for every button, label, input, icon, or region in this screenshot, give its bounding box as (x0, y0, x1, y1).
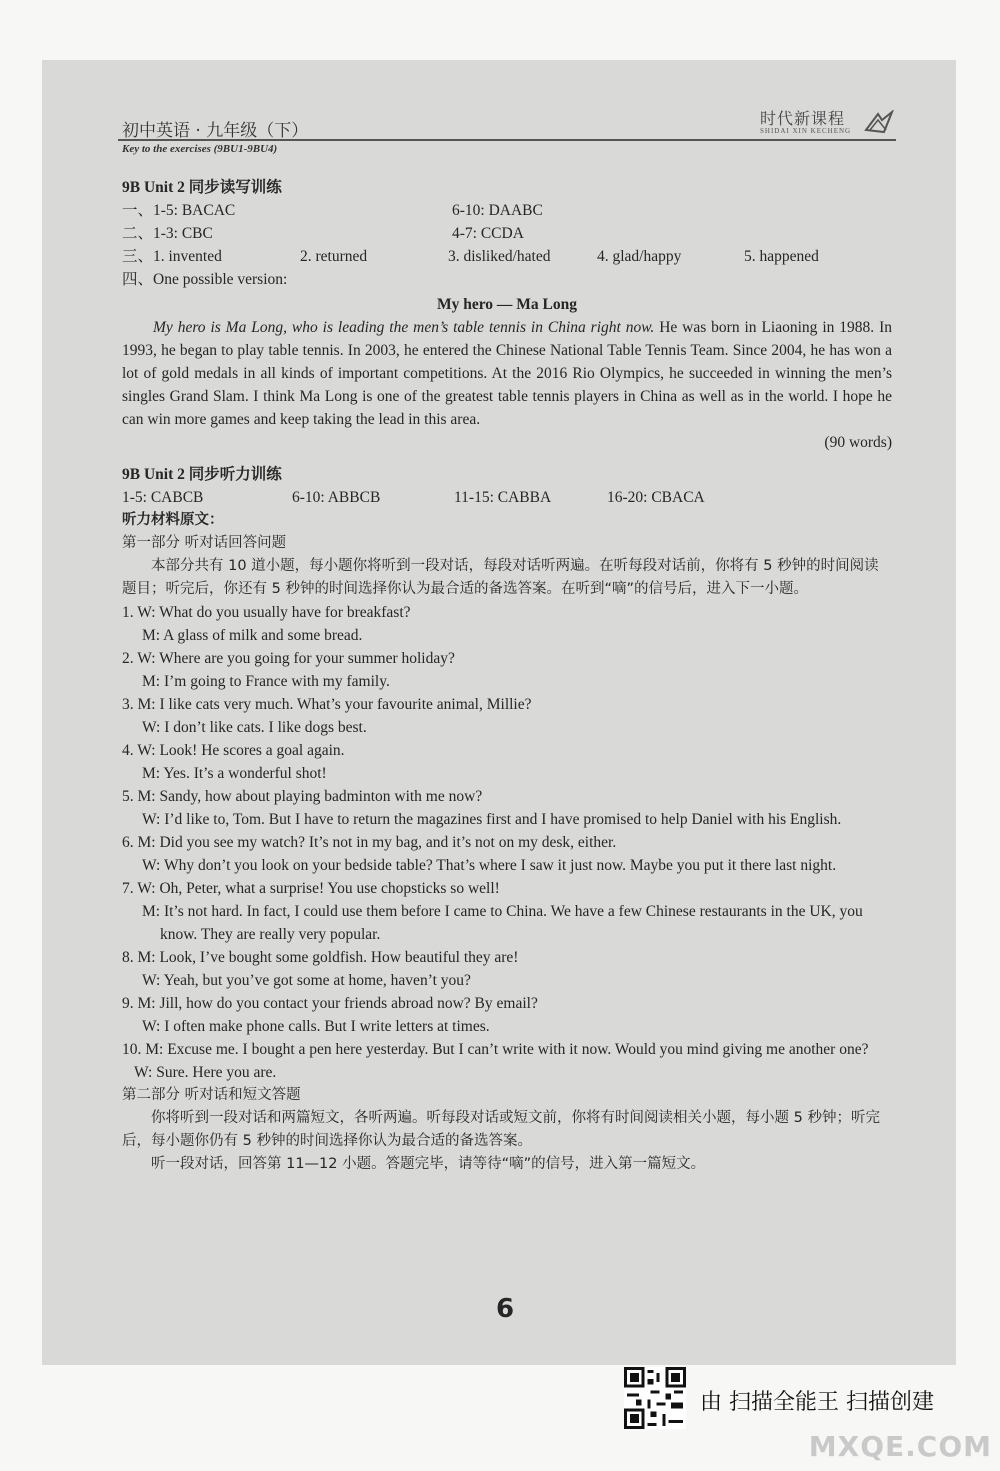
watermark: MXQE.COM (808, 1430, 992, 1463)
dialogue-line-1: 5. M: Sandy, how about playing badminton with me now? (122, 788, 483, 805)
answer-item: 5. happened (744, 248, 819, 265)
part2-instructions: 你将听到一段对话和两篇短文，各听两遍。听每段对话或短文前，你将有时间阅读相关小题，每小题 5 秒钟；听完后，每小题你仍有 5 秒钟的时间选择你认为最合适的备选答案。 (122, 1110, 880, 1149)
answer-group: 16-20: CBACA (607, 489, 705, 506)
answer-group: 6-10: ABBCB (292, 489, 381, 506)
scan-footer (620, 1365, 1000, 1435)
dialogue-item (122, 647, 892, 693)
dialogue-item (122, 785, 892, 831)
dialogue-item (122, 693, 892, 739)
dialogue-line-1: 9. M: Jill, how do you contact your friends abroad now? By email? (122, 995, 538, 1012)
dialogue-line-2: M: Yes. It’s a wonderful shot! (142, 765, 327, 782)
dialogue-line-2: W: Why don’t you look on your bedside table? That’s where I saw it just now. Maybe you put it there last night. (142, 857, 837, 874)
answer-item: 三、1. invented (122, 248, 222, 265)
dialogue-line-1: 7. W: Oh, Peter, what a surprise! You use chopsticks so well! (122, 880, 500, 897)
dialogue-item (122, 1038, 892, 1084)
header-rule (118, 139, 896, 141)
dialogue-line-1: 4. W: Look! He scores a goal again. (122, 742, 345, 759)
answer-group: 二、1-3: CBC (122, 225, 213, 242)
dialogue-line-2: M: It’s not hard. In fact, I could use them before I came to China. We have a few Chinese restaurants in the UK, you know. They are really very popular. (142, 903, 863, 943)
essay-body (122, 316, 892, 431)
part1-instructions: 本部分共有 10 道小题，每小题你将听到一段对话，每段对话听两遍。在听每段对话前，你将有 5 秒钟的时间阅读题目；听完后，你还有 5 秒钟的时间选择你认为最合适的备选答案。在听到“嘀”的信号后，进入下一小题。 (122, 558, 879, 597)
answer-row-4: 四、One possible version: (122, 271, 288, 288)
listening-answers (122, 486, 892, 509)
part2-heading: 第二部分 听对话和短文答题 (122, 1087, 301, 1103)
dialogue-line-1: 10. M: Excuse me. I bought a pen here yesterday. But I can’t write with it now. Would you mind giving me another one? (122, 1041, 869, 1058)
dialogue-line-1: 2. W: Where are you going for your summer holiday? (122, 650, 455, 667)
answer-group: 一、1-5: BACAC (122, 202, 236, 219)
page-number: 6 (496, 1294, 515, 1324)
dialogue-item (122, 739, 892, 785)
dialogue-line-2: M: I’m going to France with my family. (142, 673, 390, 690)
dialogue-line-1: 3. M: I like cats very much. What’s your favourite animal, Millie? (122, 696, 532, 713)
dialogue-line-2: W: Sure. Here you are. (134, 1064, 277, 1081)
word-count: (90 words) (824, 434, 892, 451)
answer-item: 4. glad/happy (597, 248, 682, 265)
answer-row-2 (122, 222, 892, 245)
header-title: 初中英语 · 九年级（下） (122, 121, 309, 141)
essay-opening: My hero is Ma Long, who is leading the men’s table tennis in China right now. (153, 319, 655, 336)
section2-heading: 9B Unit 2 同步听力训练 (122, 466, 282, 483)
dialogue-line-1: 6. M: Did you see my watch? It’s not in my bag, and it’s not on my desk, either. (122, 834, 617, 851)
dialogue-list (122, 601, 892, 1084)
dialogue-line-2: W: I don’t like cats. I like dogs best. (142, 719, 367, 736)
dialogue-item (122, 992, 892, 1038)
dialogue-item (122, 946, 892, 992)
dialogue-line-2: W: Yeah, but you’ve got some at home, haven’t you? (142, 972, 471, 989)
essay-title: My hero — Ma Long (436, 296, 578, 313)
answer-row-1 (122, 199, 892, 222)
dialogue-line-2: W: I often make phone calls. But I write letters at times. (142, 1018, 490, 1035)
answer-group: 4-7: CCDA (452, 225, 524, 242)
brand-name-en: SHIDAI XIN KECHENG (760, 127, 852, 135)
header-subtitle: Key to the exercises (9BU1-9BU4) (122, 143, 278, 155)
material-label: 听力材料原文： (122, 512, 224, 528)
answer-group: 6-10: DAABC (452, 202, 543, 219)
dialogue-line-2: M: A glass of milk and some bread. (142, 627, 363, 644)
qr-code-icon (624, 1367, 686, 1429)
brand-logo-icon (864, 110, 894, 134)
answer-group: 11-15: CABBA (454, 489, 552, 506)
footer-text: 由 扫描全能王 扫描创建 (700, 1390, 934, 1415)
answer-row-3 (122, 245, 892, 268)
answer-item: 2. returned (300, 248, 368, 265)
part1-heading: 第一部分 听对话回答问题 (122, 535, 287, 551)
brand (760, 106, 860, 135)
section1-heading: 9B Unit 2 同步读写训练 (122, 179, 282, 196)
dialogue-item (122, 601, 892, 647)
dialogue-item (122, 877, 892, 946)
dialogue-line-2: W: I’d like to, Tom. But I have to return the magazines first and I have promised to help Daniel with his English. (142, 811, 842, 828)
page-content (122, 174, 892, 1176)
dialogue-line-1: 8. M: Look, I’ve bought some goldfish. How beautiful they are! (122, 949, 519, 966)
dialogue-line-1: 1. W: What do you usually have for breakfast? (122, 604, 411, 621)
essay-text: He was born in Liaoning in 1988. In 1993, he began to play table tennis. In 2003, he entered the Chinese National Table Tennis Team. Since 2004, he has won a lot of gold medals in all kinds of important competitions. At the 2016 Rio Olympics, he succeeded in winning the men’s singles Grand Slam. I think Ma Long is one of the greatest table tennis players in China as well as in the world. I hope he can win more games and keep taking the lead in this area. (122, 319, 892, 428)
dialogue-item (122, 831, 892, 877)
part2-instructions-2: 听一段对话，回答第 11—12 小题。答题完毕，请等待“嘀”的信号，进入第一篇短文。 (151, 1156, 706, 1172)
brand-name-cn: 时代新课程 (760, 109, 846, 128)
answer-group: 1-5: CABCB (122, 489, 204, 506)
answer-item: 3. disliked/hated (448, 248, 551, 265)
